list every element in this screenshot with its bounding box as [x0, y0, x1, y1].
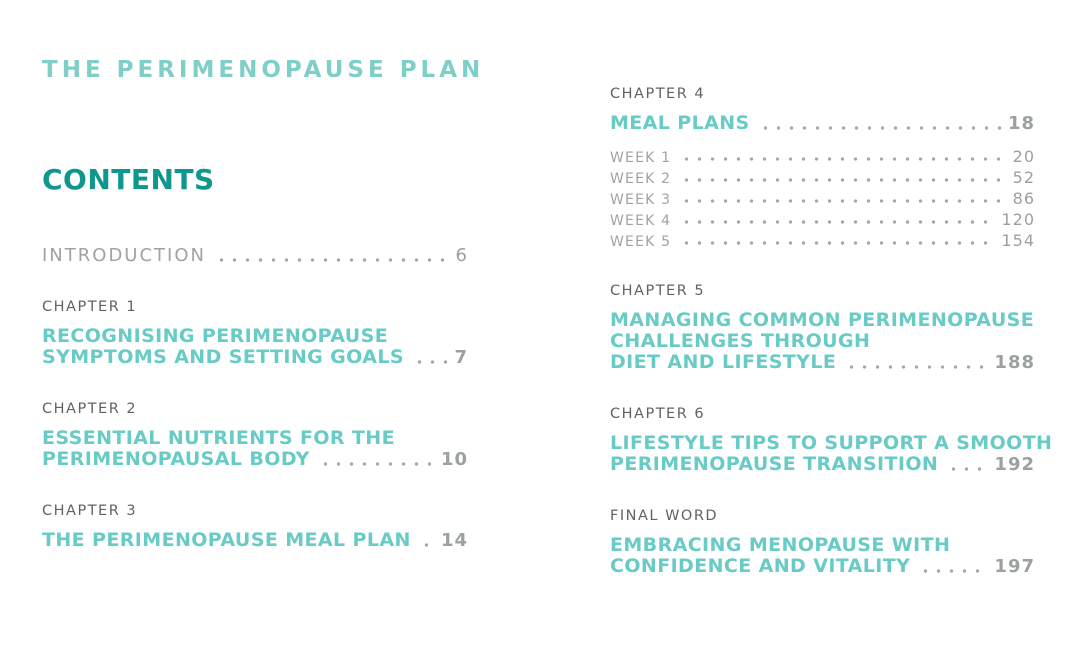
chapter-title: [610, 113, 1035, 134]
chapter-kicker: FINAL WORD: [610, 508, 719, 524]
week-label: WEEK 2: [610, 171, 672, 187]
dot-leader: [845, 360, 989, 370]
page-number: 154: [1001, 231, 1035, 250]
page-number: 18: [1007, 113, 1035, 134]
chapter-kicker: CHAPTER 6: [610, 406, 706, 422]
page-number: 120: [1001, 210, 1035, 229]
chapter-kicker: CHAPTER 1: [42, 299, 138, 315]
toc-entry-introduction: [42, 245, 468, 266]
page-number: 14: [440, 530, 468, 551]
chapter-title-line: SYMPTOMS AND SETTING GOALS: [42, 346, 404, 368]
page-number: 52: [1012, 168, 1035, 187]
dot-leader: [413, 355, 450, 365]
dot-leader: [919, 564, 989, 574]
chapter-kicker: CHAPTER 2: [42, 401, 138, 417]
chapter-title-line: PERIMENOPAUSAL BODY: [42, 448, 310, 470]
chapter-title: [42, 326, 468, 368]
page-number: 188: [994, 352, 1035, 373]
chapter-title: [42, 530, 468, 551]
page-number: 7: [454, 347, 468, 368]
page-number: 10: [440, 449, 468, 470]
toc-entry-row: [42, 347, 468, 368]
dot-leader: [680, 152, 1007, 162]
left-column: [42, 0, 485, 652]
toc-section-final-word: [610, 508, 1035, 577]
chapter-kicker: CHAPTER 5: [610, 283, 706, 299]
chapter-title-line: EMBRACING MENOPAUSE WITH: [610, 534, 951, 556]
toc-entry-row: [610, 454, 1035, 475]
chapter-title-line: DIET AND LIFESTYLE: [610, 351, 837, 373]
toc-entry-week-2: [610, 166, 1035, 187]
chapter-title-line: CHALLENGES THROUGH: [610, 330, 871, 352]
toc-section-chapter-4: [610, 86, 1035, 250]
chapter-title: [610, 310, 1035, 373]
chapter-title-line: RECOGNISING PERIMENOPAUSE: [42, 325, 389, 347]
toc-section-chapter-6: [610, 406, 1053, 475]
page-number: 197: [994, 556, 1035, 577]
chapter-title-line: PERIMENOPAUSE TRANSITION: [610, 453, 939, 475]
week-label: WEEK 1: [610, 150, 672, 166]
chapter-title: [610, 432, 1053, 475]
dot-leader: [680, 173, 1007, 183]
introduction-label: INTRODUCTION: [42, 245, 206, 266]
chapter-kicker: CHAPTER 4: [610, 86, 706, 102]
chapter-title-line: ESSENTIAL NUTRIENTS FOR THE: [42, 427, 395, 449]
page-number: 192: [994, 454, 1035, 475]
right-column: [610, 0, 1053, 652]
chapter-title-line: THE PERIMENOPAUSE MEAL PLAN: [42, 529, 411, 551]
toc-entry-row: [42, 530, 468, 551]
toc-entry-week-1: [610, 145, 1035, 166]
toc-section-chapter-2: [42, 401, 468, 470]
chapter-title: [42, 428, 468, 470]
toc-entry-row: [610, 556, 1035, 577]
toc-entry-week-5: [610, 229, 1035, 250]
week-list: [610, 145, 1035, 250]
week-label: WEEK 4: [610, 213, 672, 229]
dot-leader: [680, 215, 996, 225]
dot-leader: [215, 253, 451, 263]
dot-leader: [680, 236, 996, 246]
toc-section-chapter-3: [42, 503, 468, 551]
toc-entry-row: [610, 352, 1035, 373]
page-number: 6: [455, 245, 468, 266]
chapter-title: [610, 535, 1035, 577]
dot-leader: [759, 121, 1003, 131]
toc-entry-row: [610, 113, 1035, 134]
toc-section-chapter-1: [42, 299, 468, 368]
book-title: THE PERIMENOPAUSE PLAN: [42, 57, 485, 83]
page-number: 20: [1012, 147, 1035, 166]
toc-section-chapter-5: [610, 283, 1035, 373]
chapter-title-line: CONFIDENCE AND VITALITY: [610, 555, 911, 577]
page-number: 86: [1012, 189, 1035, 208]
toc-entry-row: [42, 449, 468, 470]
week-label: WEEK 3: [610, 192, 672, 208]
dot-leader: [420, 538, 436, 548]
dot-leader: [680, 194, 1007, 204]
dot-leader: [947, 462, 989, 472]
chapter-title-line: MEAL PLANS: [610, 112, 750, 134]
contents-heading: CONTENTS: [42, 163, 215, 196]
toc-entry-week-3: [610, 187, 1035, 208]
toc-entry-week-4: [610, 208, 1035, 229]
chapter-title-line: MANAGING COMMON PERIMENOPAUSE: [610, 309, 1035, 331]
chapter-kicker: CHAPTER 3: [42, 503, 138, 519]
chapter-title-line: LIFESTYLE TIPS TO SUPPORT A SMOOTH: [610, 432, 1053, 454]
week-label: WEEK 5: [610, 234, 672, 250]
dot-leader: [319, 457, 436, 467]
